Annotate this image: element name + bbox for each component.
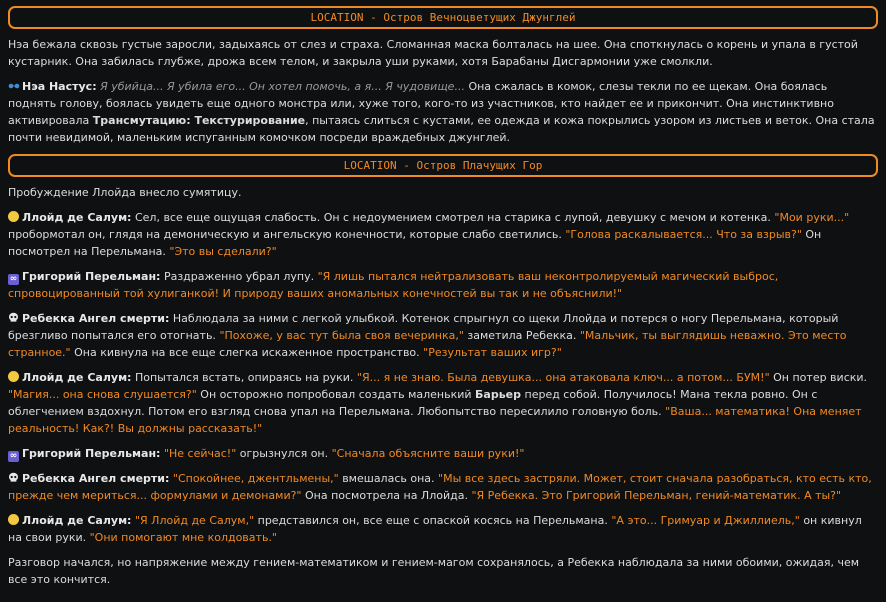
quote: "Мальчик, ты выглядишь неважно. Это место странное." [8,329,847,359]
location-header: LOCATION - Остров Вечноцветущих Джунглей [8,6,878,29]
text: перед собой. Получилось! Мана текла ровно. Он с облегчением вздохнул. Потом его взгляд снова упал на Перельмана. Любопытство пересилило головную боль. [8,388,818,418]
quote: "Я Ллойд де Салум," [134,514,255,527]
speaker-name: Ребекка Ангел смерти: [22,472,170,485]
skull-icon [8,472,19,483]
smile-icon [8,371,19,382]
dialogue-lloyd [8,512,878,546]
text: вмешалась она. [338,472,439,485]
quote: "Голова раскалывается... Что за взрыв?" [565,228,802,241]
quote: "Я Ребекка. Это Григорий Перельман, гений-математик. А ты?" [471,489,842,502]
text: Она кивнула на все еще слегка искаженное пространство. [70,346,424,359]
infinity-icon: ∞ [9,451,18,461]
quote: "Мои руки..." [774,211,850,224]
text: Он потер виски. [769,371,868,384]
speaker-name: Григорий Перельман: [22,270,161,283]
quote: "Мы все здесь застряли. Может, стоит сначала разобраться, кто есть кто, прежде чем мериться... формулами и демонами?" [8,472,872,502]
quote: "Ваша... математика! Она меняет реальность! Как?! Вы должны рассказать!" [8,405,862,435]
text: Она посмотрела на Ллойда. [301,489,472,502]
glasses-icon [8,80,19,91]
quote: "Магия... она снова слушается?" [8,388,197,401]
dialogue-rebecca [8,470,878,504]
text: Сел, все еще ощущая слабость. Он с недоумением смотрел на старика с лупой, девушку с мечом и котенка. [131,211,775,224]
quote: "А это... Гримуар и Джиллиель," [611,514,800,527]
speaker-name: Ллойд де Салум: [22,211,132,224]
dialogue-lloyd [8,369,878,437]
location-header: LOCATION - Остров Плачущих Гор [8,154,878,177]
text: представился он, все еще с опаской косясь на Перельмана. [254,514,612,527]
dialogue-perelman [8,268,878,302]
speaker-name: Ребекка Ангел смерти: [22,312,170,325]
smile-icon [8,514,19,525]
speaker-name: Ллойд де Салум: [22,514,132,527]
quote: "Не сейчас!" [163,447,237,460]
infinity-icon: ∞ [9,274,18,284]
dialogue-lloyd [8,209,878,260]
ability-name: Барьер [475,388,521,401]
quote: "Сначала объясните ваши руки!" [331,447,525,460]
text: Она сжалась в комок, слезы текли по ее щекам. Она боялась поднять голову, боялась увидеть еще одного монстра или, хуже того, кого-то из участников, кто найдет ее и прикончит. Она инстинктивно активировала [8,80,834,127]
dialogue-nea [8,78,878,146]
quote: "Я... я не знаю. Была девушка... она атаковала ключ... а потом... БУМ!" [356,371,770,384]
quote: "Результат ваших игр?" [423,346,562,359]
narration-paragraph: Пробуждение Ллойда внесло сумятицу. [8,186,242,199]
quote: "Они помогают мне колдовать." [89,531,277,544]
speaker-name: Нэа Настус: [22,80,97,93]
ability-name: Трансмутацию: Текстурирование [92,114,306,127]
dialogue-rebecca [8,310,878,361]
text: пробормотал он, глядя на демоническую и ангельскую конечности, которые слабо светились. [8,228,566,241]
text: Раздраженно убрал лупу. [160,270,318,283]
text: он кивнул на свои руки. [8,514,862,544]
quote: "Это вы сделали?" [169,245,277,258]
quote: "Похоже, у вас тут была своя вечеринка," [219,329,464,342]
speaker-name: Ллойд де Салум: [22,371,132,384]
text: заметила Ребекка. [463,329,580,342]
text: огрызнулся он. [236,447,332,460]
quote: "Спокойнее, джентльмены," [172,472,339,485]
narration-paragraph: Нэа бежала сквозь густые заросли, задыхаясь от слез и страха. Сломанная маска болталась на шее. Она споткнулась о корень и упала в густой кустарник. Она забилась глубже, дрожа всем телом, и закрыла уши руками, хотя Барабаны Дисгармонии уже смолкли. [8,38,858,68]
narration-paragraph: Разговор начался, но напряжение между гением-математиком и гением-магом сохранялось, а Ребекка наблюдала за ними обоими, ожидая, чем все это кончится. [8,556,860,586]
quote: "Я лишь пытался нейтрализовать ваш неконтролируемый магический выброс, спровоцированный той хулиганкой! И природу ваших аномальных конечностей вы так и не объяснили!" [8,270,779,300]
thought-text: Я убийца... Я убила его... Он хотел помочь, а я... Я чудовище... [100,80,465,93]
text: Наблюдала за ними с легкой улыбкой. Котенок спрыгнул со щеки Ллойда и потерся о ногу Перельмана, который брезгливо попытался его отогнать. [8,312,839,342]
text: , пытаясь слиться с кустами, ее одежда и кожа покрылись узором из листьев и веток. Она стала почти невидимой, маленьким испуганным комочком посреди враждебных джунглей. [8,114,875,144]
skull-icon [8,312,19,323]
smile-icon [8,211,19,222]
text: Он посмотрел на Перельмана. [8,228,822,258]
speaker-name: Григорий Перельман: [22,447,161,460]
dialogue-perelman [8,445,878,462]
text: Он осторожно попробовал создать маленький [196,388,476,401]
text: Попытался встать, опираясь на руки. [131,371,357,384]
